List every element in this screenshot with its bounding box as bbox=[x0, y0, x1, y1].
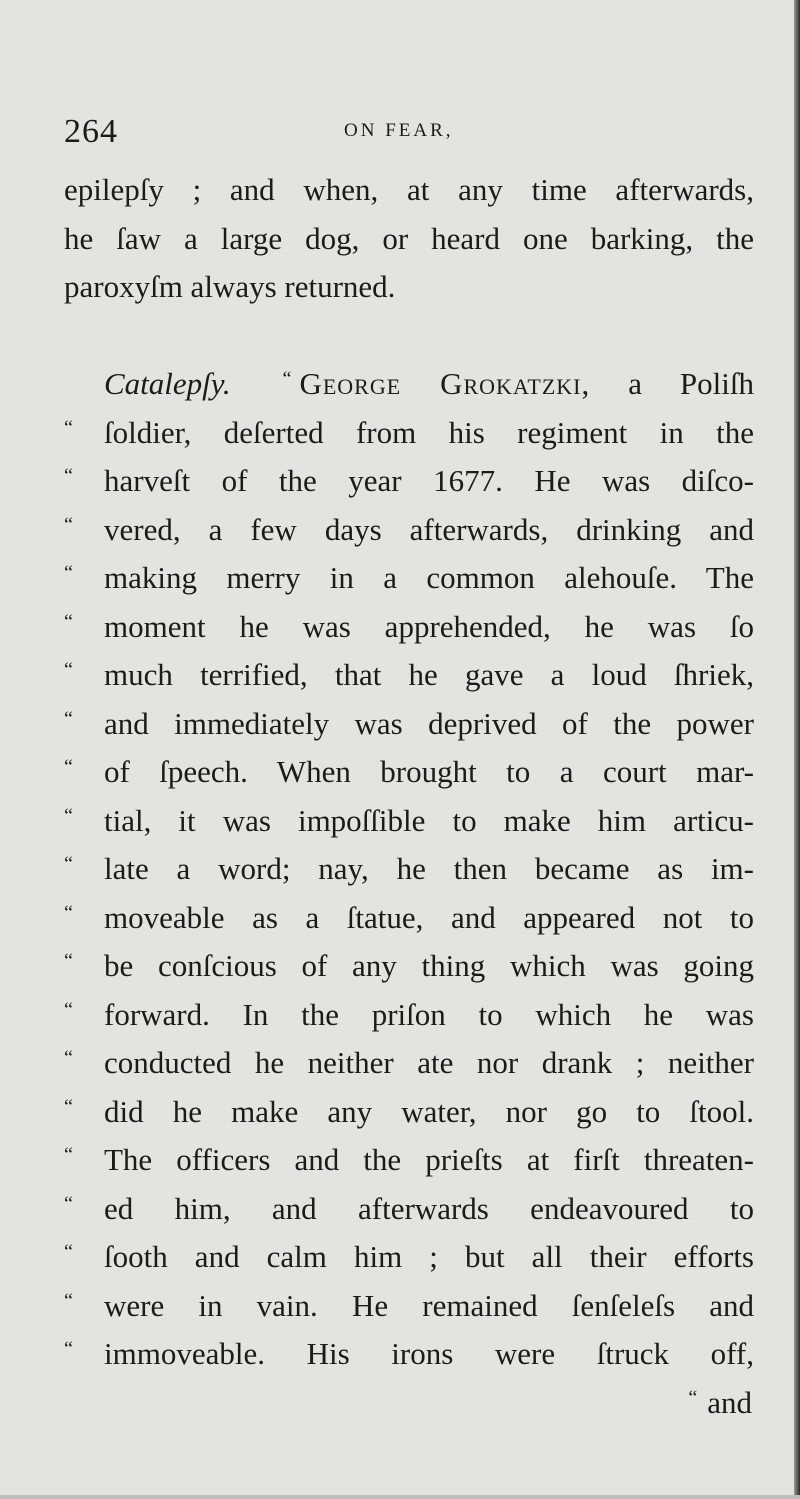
line-text: ſoldier, deſerted from his regiment in the bbox=[104, 414, 754, 450]
quote-mark: “ bbox=[64, 1241, 73, 1263]
text-line-catalepsy: Catalepſy. “ George Grokatzki, a Poliſh bbox=[64, 360, 754, 409]
text-line bbox=[64, 506, 754, 555]
text-line bbox=[64, 1088, 754, 1137]
line-text: vered, a few days afterwards, drinking and bbox=[104, 511, 754, 547]
page-header bbox=[64, 112, 754, 152]
quote-mark: “ bbox=[64, 950, 73, 972]
text-line bbox=[64, 700, 754, 749]
text-line bbox=[64, 845, 754, 894]
quote-mark: “ bbox=[64, 1095, 73, 1118]
text-line bbox=[64, 1185, 754, 1234]
line-text: did he make any water, nor go to ſtool. bbox=[104, 1093, 754, 1129]
quote-mark: “ bbox=[64, 562, 73, 584]
body-text bbox=[64, 166, 754, 1427]
quote-mark: “ bbox=[64, 756, 73, 778]
text-line bbox=[64, 1136, 754, 1185]
scan-edge-bottom bbox=[0, 1495, 800, 1499]
quote-mark: “ bbox=[64, 853, 73, 875]
text-line bbox=[64, 457, 754, 506]
text-line: he ſaw a large dog, or heard one barking, the bbox=[64, 220, 754, 256]
quote-mark: “ bbox=[282, 368, 292, 390]
line-text: were in vain. He remained ſenſeleſs and bbox=[104, 1287, 754, 1323]
quote-mark: “ bbox=[64, 1144, 73, 1166]
text-line: epilepſy ; and when, at any time afterwards, bbox=[64, 172, 754, 207]
quote-mark: “ bbox=[64, 707, 73, 730]
quote-mark: “ bbox=[64, 610, 73, 633]
text-line bbox=[64, 894, 754, 943]
quote-mark: “ bbox=[64, 465, 73, 487]
quote-mark: “ bbox=[64, 1047, 73, 1069]
text-line bbox=[64, 748, 754, 797]
line-text: ed him, and afterwards endeavoured to bbox=[104, 1190, 754, 1226]
text-line bbox=[64, 1233, 754, 1282]
text-line bbox=[64, 409, 754, 458]
line-text: immoveable. His irons were ſtruck off, bbox=[104, 1336, 754, 1371]
line-text: ſooth and calm him ; but all their efforts bbox=[104, 1239, 754, 1274]
catchword: and bbox=[707, 1384, 752, 1420]
line-text: making merry in a common alehouſe. The bbox=[104, 560, 754, 595]
quote-mark: “ bbox=[64, 998, 73, 1021]
text-line bbox=[64, 1282, 754, 1331]
text-line bbox=[64, 603, 754, 652]
text-line bbox=[64, 991, 754, 1040]
quote-mark: “ bbox=[64, 659, 73, 681]
line-text: late a word; nay, he then became as im- bbox=[104, 851, 754, 886]
quote-mark: “ bbox=[64, 416, 73, 439]
quote-mark: “ bbox=[64, 901, 73, 924]
line-text: moveable as a ſtatue, and appeared not to bbox=[104, 899, 754, 935]
text-line bbox=[64, 554, 754, 603]
running-head: ON FEAR, bbox=[344, 120, 454, 141]
text-line: paroxyſm always returned. bbox=[64, 269, 396, 304]
quote-mark: “ bbox=[64, 1338, 73, 1360]
text-line bbox=[64, 1039, 754, 1088]
line-text: of ſpeech. When brought to a court mar- bbox=[104, 754, 754, 789]
text-line bbox=[64, 1330, 754, 1379]
quote-mark: “ bbox=[688, 1386, 698, 1409]
line-text: moment he was apprehended, he was ſo bbox=[104, 608, 754, 644]
scan-edge bbox=[794, 0, 800, 1499]
person-name: George Grokatzki, bbox=[299, 366, 591, 401]
line-text: forward. In the priſon to which he was bbox=[104, 996, 754, 1032]
text-line bbox=[64, 797, 754, 846]
quote-mark: “ bbox=[64, 804, 73, 827]
quote-mark: “ bbox=[64, 1192, 73, 1215]
quote-mark: “ bbox=[64, 513, 73, 536]
line-text: be conſcious of any thing which was going bbox=[104, 948, 754, 983]
line-text: tial, it was impoſſible to make him articu- bbox=[104, 802, 754, 838]
text-line bbox=[64, 942, 754, 991]
page-number: 264 bbox=[64, 113, 118, 150]
line-text: much terrified, that he gave a loud ſhriek, bbox=[104, 657, 754, 692]
line-text: harveſt of the year 1677. He was diſco- bbox=[104, 463, 754, 498]
line-text: The officers and the prieſts at firſt threaten- bbox=[104, 1142, 754, 1177]
catchword-line bbox=[64, 1379, 754, 1428]
line-text: conducted he neither ate nor drank ; neither bbox=[104, 1045, 754, 1080]
text-line bbox=[64, 651, 754, 700]
side-label: Catalepſy. bbox=[104, 366, 231, 401]
quote-mark: “ bbox=[64, 1289, 73, 1312]
line-text: and immediately was deprived of the power bbox=[104, 705, 754, 741]
quoted-lines bbox=[64, 409, 754, 1379]
